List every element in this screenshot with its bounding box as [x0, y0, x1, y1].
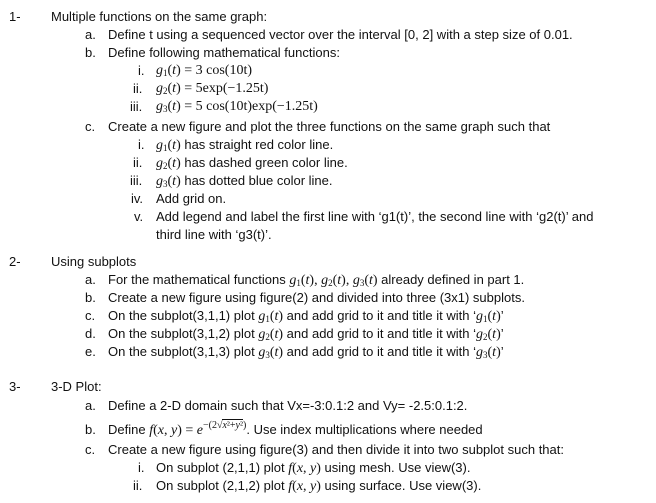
q1b-ii-marker: ii. [133, 81, 143, 96]
q1-number: 1- [9, 9, 21, 24]
q2-number: 2- [9, 254, 21, 269]
q3-number: 3- [9, 379, 21, 394]
q1c-v-marker: v. [134, 209, 144, 224]
q3c-marker: c. [85, 442, 96, 457]
q1c-iv-text: Add grid on. [156, 191, 227, 206]
q3b-text: Define f(x, $y) = e^{-(2√x^2+y^2)}$. Use index multiplications where needed [108, 420, 483, 438]
q2b-marker: b. [85, 290, 96, 305]
q3a-text: Define a 2-D domain such that Vx=-3:0.1:2 and Vy= -2.5:0.1:2. [108, 398, 468, 413]
q2b-text: Create a new figure using figure(2) and divided into three (3x1) subplots. [108, 290, 525, 305]
q2a-text: For the mathematical functions $g_1(t)$, $g_2(t)$, $g_3(t)$ already defined in part 1. [108, 272, 525, 288]
q3c-i-marker: i. [138, 460, 145, 475]
q1b-marker: b. [85, 45, 96, 60]
q3c-ii-text: On subplot (2,1,2) plot f(x, y) using surface. Use view(3). [156, 478, 482, 494]
q1b-text: Define following mathematical functions: [108, 45, 340, 60]
q1b-i-formula: $g_1(t) = 3$ cos(10t) [156, 63, 253, 78]
q1b-ii-formula: $g_2(t) = 5\exp(-1.25t)$ [156, 81, 269, 96]
q3b-marker: b. [85, 422, 96, 437]
q1c-iii-marker: iii. [130, 173, 143, 188]
q2d-text: On the subplot(3,1,2) plot $g_2(t)$ and add grid to it and title it with ‘$g_2(t)$’ [108, 326, 504, 342]
q3a-marker: a. [85, 398, 96, 413]
q1b-iii-marker: iii. [130, 99, 143, 114]
q1a-marker: a. [85, 27, 96, 42]
q1-heading: Multiple functions on the same graph: [51, 9, 268, 24]
q1c-marker: c. [85, 119, 96, 134]
q1c-ii-marker: ii. [133, 155, 143, 170]
q1b-iii-formula: $g_3(t) = 5$ cos(10t)exp(−1.25t) [156, 99, 318, 114]
q3c-text: Create a new figure using figure(3) and then divide it into two subplot such that: [108, 442, 564, 457]
q1c-v-text: Add legend and label the first line with ‘g1(t)’, the second line with ‘g2(t)’ and [156, 209, 594, 224]
q2c-marker: c. [85, 308, 96, 323]
q2c-text: On the subplot(3,1,1) plot $g_1(t)$ and add grid to it and title it with ‘$g_1(t)$’ [108, 308, 504, 324]
q2e-marker: e. [85, 344, 96, 359]
q2-heading: Using subplots [51, 254, 137, 269]
q1c-i-text: $g_1(t)$ has straight red color line. [156, 137, 334, 153]
q1b-i-marker: i. [138, 63, 145, 78]
q1c-v-text-cont: third line with ‘g3(t)’. [156, 227, 272, 242]
q1c-iv-marker: iv. [131, 191, 144, 206]
q2e-text: On the subplot(3,1,3) plot $g_3(t)$ and add grid to it and title it with ‘$g_3(t)$’ [108, 344, 504, 360]
q1c-i-marker: i. [138, 137, 145, 152]
q1c-text: Create a new figure and plot the three functions on the same graph such that [108, 119, 551, 134]
q1c-ii-text: $g_2(t)$ has dashed green color line. [156, 155, 348, 171]
q2d-marker: d. [85, 326, 96, 341]
q3-heading: 3-D Plot: [51, 379, 102, 394]
q1c-iii-text: $g_3(t)$ has dotted blue color line. [156, 173, 333, 189]
q3c-ii-marker: ii. [133, 478, 143, 493]
q3c-i-text: On subplot (2,1,1) plot f(x, y) using mesh. Use view(3). [156, 460, 471, 476]
q1a-text: Define t using a sequenced vector over the interval [0, 2] with a step size of 0.01. [108, 27, 573, 42]
q2a-marker: a. [85, 272, 96, 287]
